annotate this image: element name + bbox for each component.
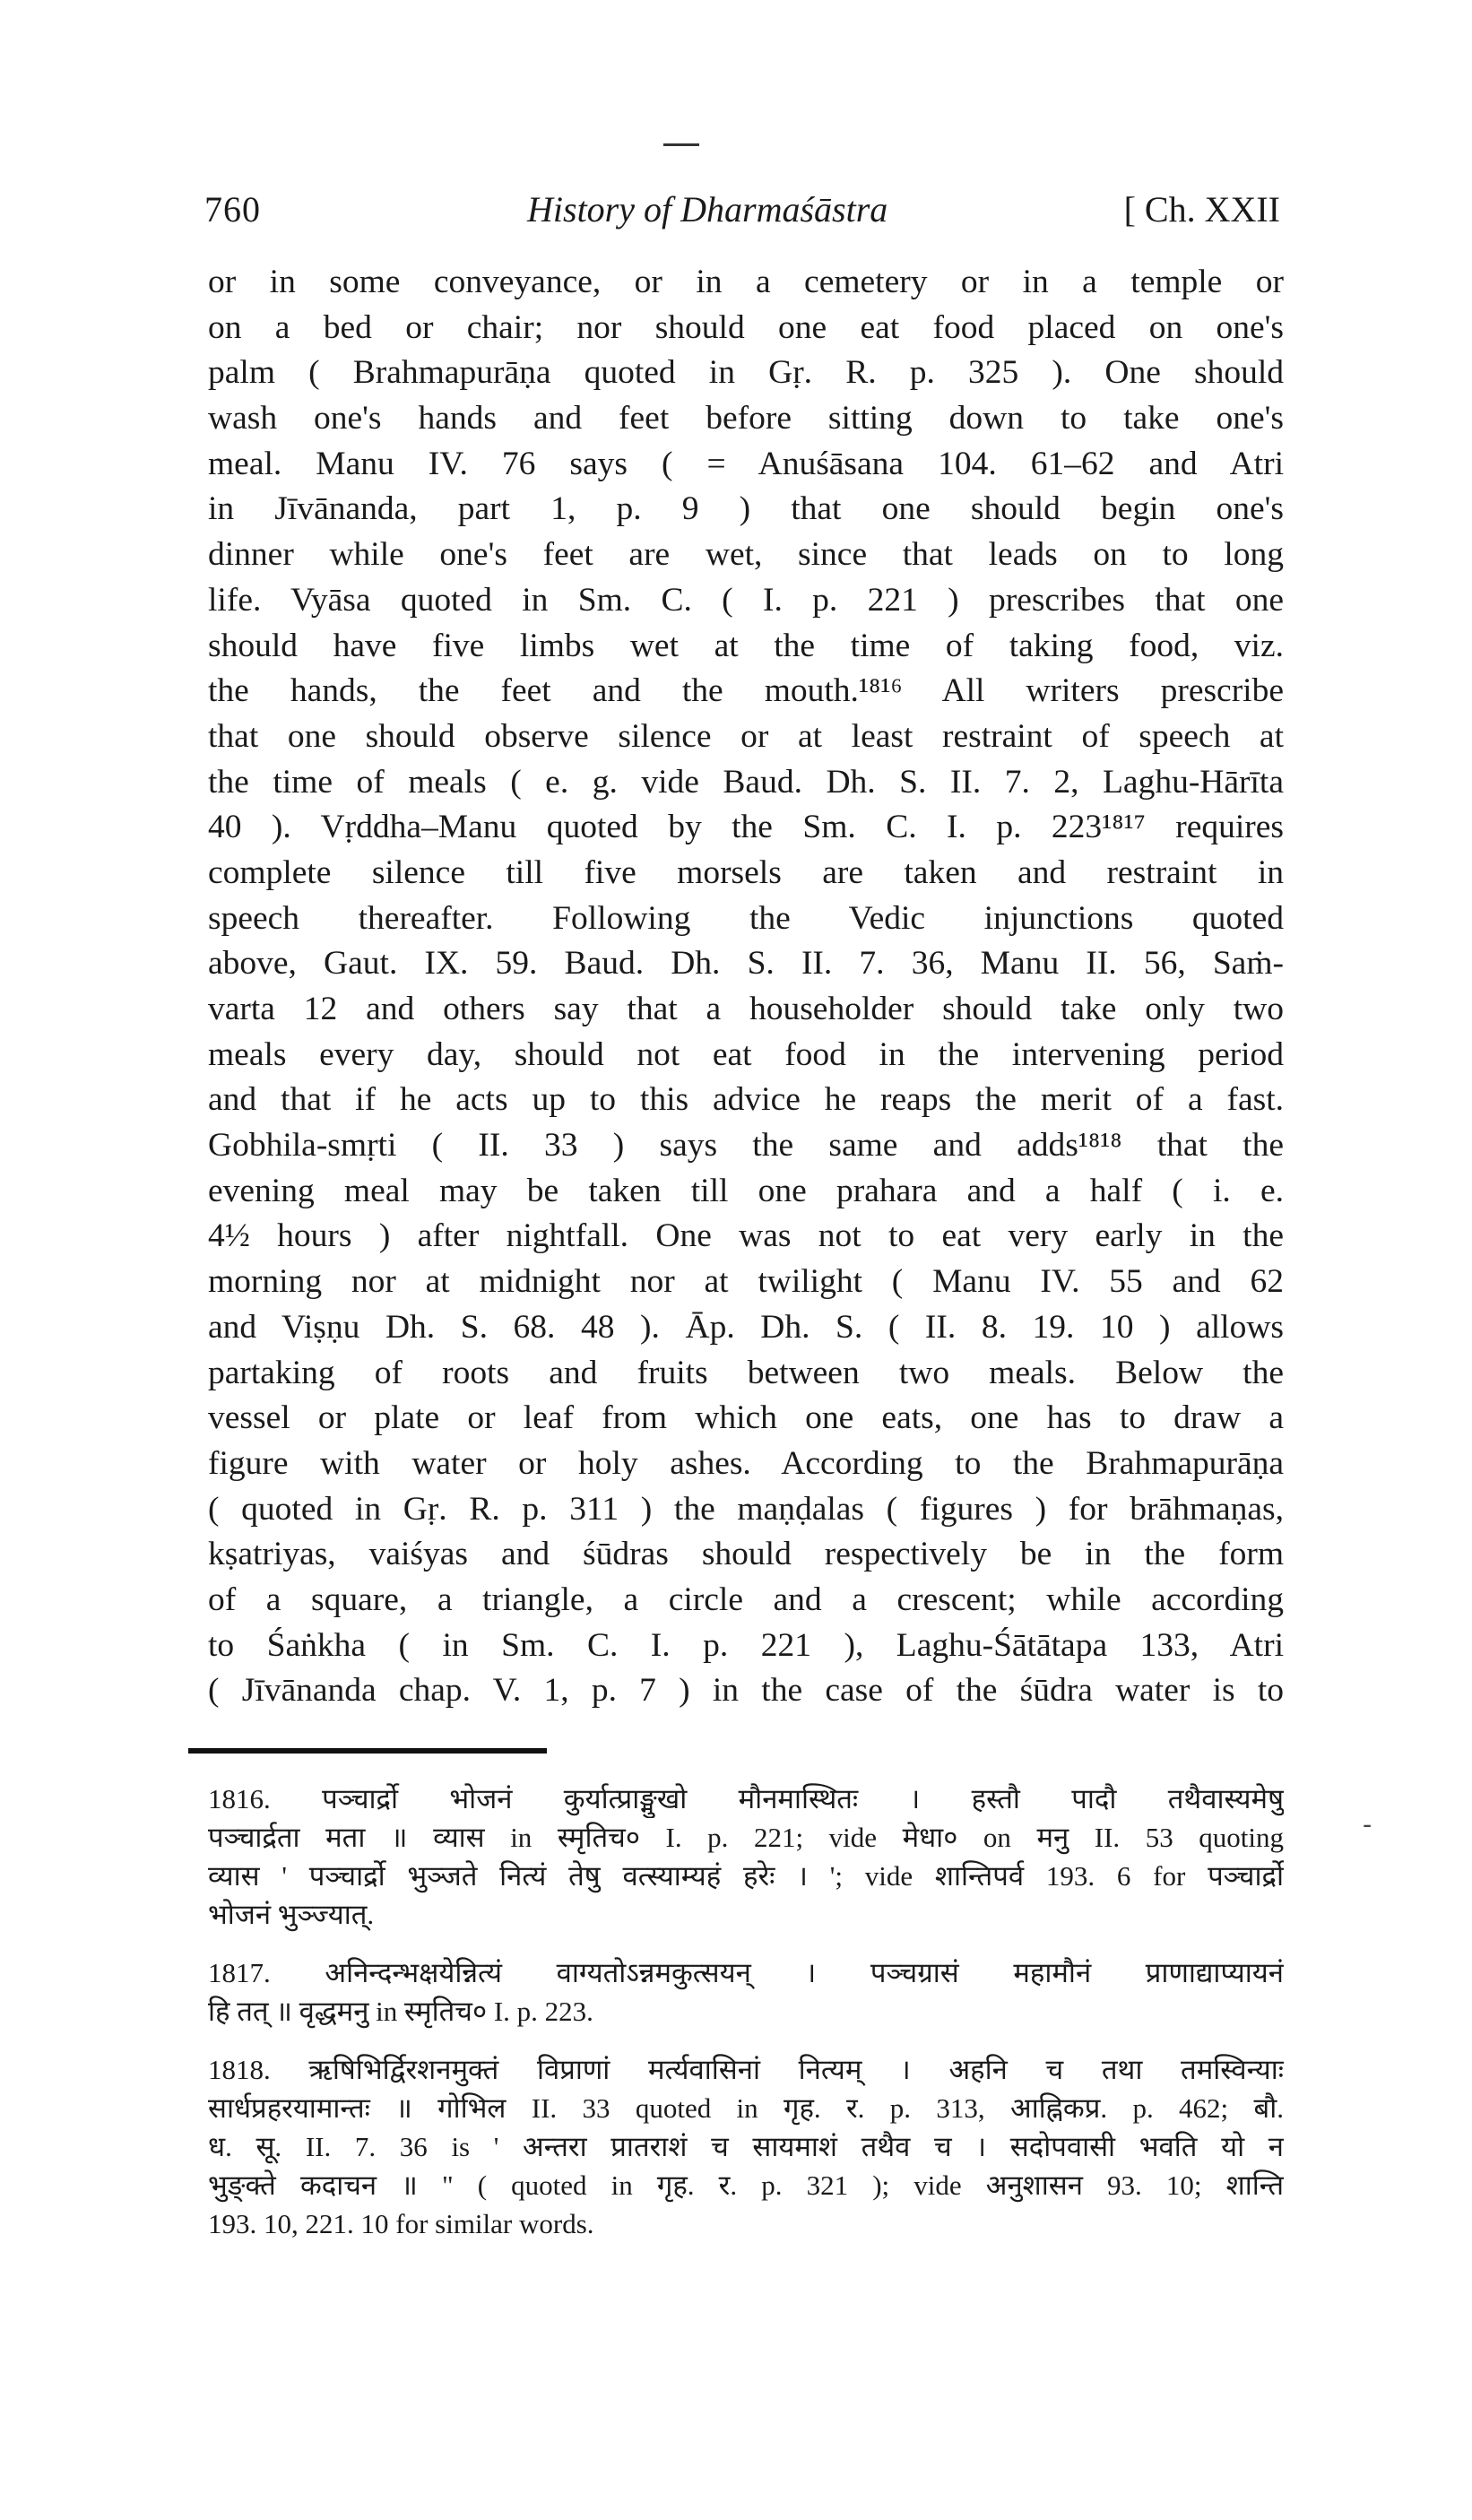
body-line: life. Vyāsa quoted in Sm. C. ( I. p. 221 ) prescribes that one <box>208 581 1284 619</box>
footnote-line: 193. 10, 221. 10 for similar words. <box>208 2208 594 2239</box>
book-title: History of Dharmaśāstra <box>527 189 888 229</box>
top-dash-mark <box>663 143 699 146</box>
body-line: complete silence till five morsels are taken and restraint in <box>208 853 1284 891</box>
body-text <box>208 260 1284 1714</box>
footnotes <box>208 1780 1284 2263</box>
body-line: 40 ). Vṛddha–Manu quoted by the Sm. C. I. p. 223¹⁸¹⁷ requires <box>208 809 1284 846</box>
footnote-line: भुङ्क्ते कदाचन ॥ " ( quoted in गृह. र. p. 321 ); vide अनुशासन 93. 10; शान्ति <box>208 2169 1284 2201</box>
footnote-line: सार्धप्रहरयामान्तः ॥ गोभिल II. 33 quoted in गृह. र. p. 313, आह्निकप्र. p. 462; बौ. <box>208 2092 1284 2124</box>
body-line: above, Gaut. IX. 59. Baud. Dh. S. II. 7. 36, Manu II. 56, Saṁ- <box>208 945 1284 983</box>
body-line: and Viṣṇu Dh. S. 68. 48 ). Āp. Dh. S. ( II. 8. 19. 10 ) allows <box>208 1308 1284 1346</box>
body-line: wash one's hands and feet before sitting down to take one's <box>208 400 1284 437</box>
footnote <box>208 1953 1284 2031</box>
body-line: the time of meals ( e. g. vide Baud. Dh. S. II. 7. 2, Laghu-Hārīta <box>208 763 1284 801</box>
body-line: ( quoted in Gṛ. R. p. 311 ) the maṇḍalas ( figures ) for brāhmaṇas, <box>208 1490 1284 1528</box>
body-line: and that if he acts up to this advice he reaps the merit of a fast. <box>208 1081 1284 1119</box>
body-line: should have five limbs wet at the time of taking food, viz. <box>208 627 1284 664</box>
body-line: palm ( Brahmapurāṇa quoted in Gṛ. R. p. 325 ). One should <box>208 354 1284 392</box>
footnote-rule <box>188 1748 547 1754</box>
body-line: to Śaṅkha ( in Sm. C. I. p. 221 ), Laghu-Śātātapa 133, Atri <box>208 1626 1284 1664</box>
page-number: 760 <box>204 189 261 229</box>
body-line: of a square, a triangle, a circle and a crescent; while according <box>208 1580 1284 1618</box>
footnote <box>208 2050 1284 2243</box>
body-line: meals every day, should not eat food in the intervening period <box>208 1035 1284 1073</box>
body-line: on a bed or chair; nor should one eat food placed on one's <box>208 308 1284 346</box>
body-line: speech thereafter. Following the Vedic injunctions quoted <box>208 899 1284 937</box>
margin-mark: - <box>1363 1809 1372 1840</box>
footnote-line: 1816. पञ्चार्द्रो भोजनं कुर्यात्प्राङ्मुखो मौनमास्थितः । हस्तौ पादौ तथैवास्यमेषु <box>208 1783 1284 1814</box>
body-line: varta 12 and others say that a householder should take only two <box>208 991 1284 1027</box>
body-line: dinner while one's feet are wet, since that leads on to long <box>208 536 1284 574</box>
footnote <box>208 1780 1284 1934</box>
body-line: in Jīvānanda, part 1, p. 9 ) that one should begin one's <box>208 490 1284 528</box>
body-line: kṣatriyas, vaiśyas and śūdras should respectively be in the form <box>208 1536 1284 1573</box>
running-head <box>204 188 1280 242</box>
body-line: Gobhila-smṛti ( II. 33 ) says the same and adds¹⁸¹⁸ that the <box>208 1127 1284 1165</box>
body-line: ( Jīvānanda chap. V. 1, p. 7 ) in the case of the śūdra water is to <box>208 1672 1284 1710</box>
body-line: evening meal may be taken till one prahara and a half ( i. e. <box>208 1172 1284 1209</box>
footnote-line: हि तत् ॥ वृद्धमनु in स्मृतिच० I. p. 223. <box>208 1996 593 2027</box>
body-line: partaking of roots and fruits between two meals. Below the <box>208 1354 1284 1391</box>
body-line: figure with water or holy ashes. According to the Brahmapurāṇa <box>208 1444 1284 1482</box>
body-line: that one should observe silence or at least restraint of speech at <box>208 717 1284 755</box>
footnote-line: पञ्चार्द्रता मता ॥ व्यास in स्मृतिच० I. p. 221; vide मेधा० on मनु II. 53 quoting <box>208 1822 1284 1853</box>
chapter-reference: [ Ch. XXII <box>1123 189 1280 229</box>
footnote-line: 1818. ऋषिभिर्द्विरशनमुक्तं विप्राणां मर्त्यवासिनां नित्यम् । अहनि च तथा तमस्विन्याः <box>208 2054 1284 2085</box>
footnote-line: 1817. अनिन्दन्भक्षयेन्नित्यं वाग्यतोऽन्नमकुत्सयन् । पञ्चग्रासं महामौनं प्राणाद्याप्यायनं <box>208 1957 1284 1988</box>
footnote-line: व्यास ' पञ्चार्द्रो भुञ्जते नित्यं तेषु वत्स्याम्यहं हरेः । '; vide शान्तिपर्व 193. 6 for पञ्चार्द्रो <box>208 1860 1284 1892</box>
body-line: meal. Manu IV. 76 says ( = Anuśāsana 104. 61–62 and Atri <box>208 445 1284 482</box>
body-line: vessel or plate or leaf from which one eats, one has to draw a <box>208 1399 1284 1437</box>
body-line: morning nor at midnight nor at twilight ( Manu IV. 55 and 62 <box>208 1263 1284 1301</box>
footnote-line: भोजनं भुञ्ज्यात्. <box>208 1899 375 1930</box>
body-line: or in some conveyance, or in a cemetery or in a temple or <box>208 264 1284 300</box>
body-line: 4½ hours ) after nightfall. One was not to eat very early in the <box>208 1217 1284 1255</box>
body-line: the hands, the feet and the mouth.¹⁸¹⁶ All writers prescribe <box>208 672 1284 710</box>
footnote-line: ध. सू. II. 7. 36 is ' अन्तरा प्रातराशं च सायमाशं तथैव च । सदोपवासी भवति यो न <box>208 2131 1284 2162</box>
